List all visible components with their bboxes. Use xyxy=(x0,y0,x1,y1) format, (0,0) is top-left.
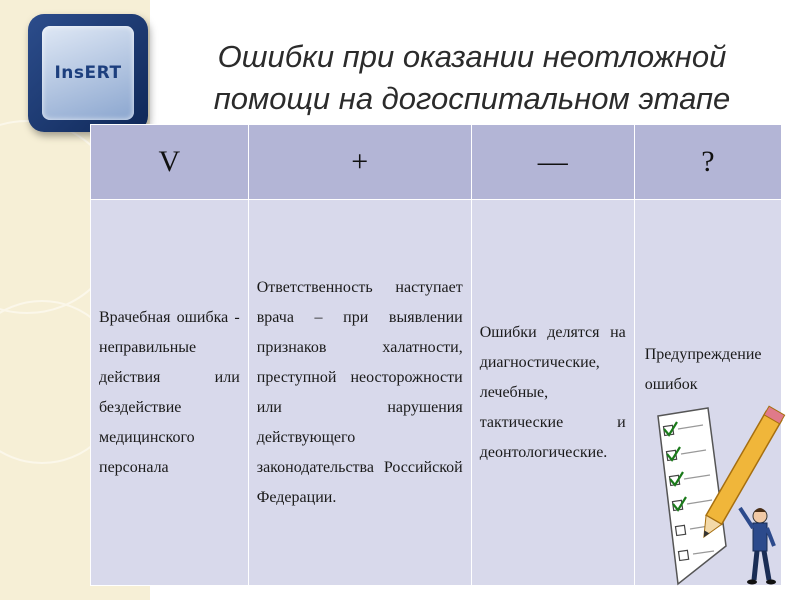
table-header-row xyxy=(91,125,782,200)
insert-logo xyxy=(28,14,148,132)
header-v: V xyxy=(91,125,249,200)
title-line-1: Ошибки при оказании неотложной xyxy=(217,39,727,74)
slide-title xyxy=(152,36,792,120)
cell-definition xyxy=(91,200,249,586)
cell-definition-text: Врачебная ошибка - неправильные действия или бездействие медицинского персонала xyxy=(99,308,240,476)
cell-responsibility-text: Ответственность наступает врача – при выявлении признаков халатности, преступной неосторожности или нарушения действующего законодательства Российской Федерации. xyxy=(256,278,463,506)
header-question: ? xyxy=(634,125,781,200)
cell-classification-text: Ошибки делятся на диагностические, лечебные, тактические и деонтологические. xyxy=(479,323,626,461)
man-figure-icon xyxy=(740,508,776,585)
insert-key-icon xyxy=(42,26,134,120)
checklist-pencil-clipart xyxy=(648,396,788,592)
title-line-2: помощи на догоспитальном этапе xyxy=(213,81,731,116)
cell-responsibility xyxy=(248,200,471,586)
cell-classification xyxy=(471,200,634,586)
header-minus: — xyxy=(471,125,634,200)
logo-text: InsERT xyxy=(54,63,122,83)
header-plus: + xyxy=(248,125,471,200)
cell-prevention-text: Предупреждение ошибок xyxy=(644,346,762,393)
